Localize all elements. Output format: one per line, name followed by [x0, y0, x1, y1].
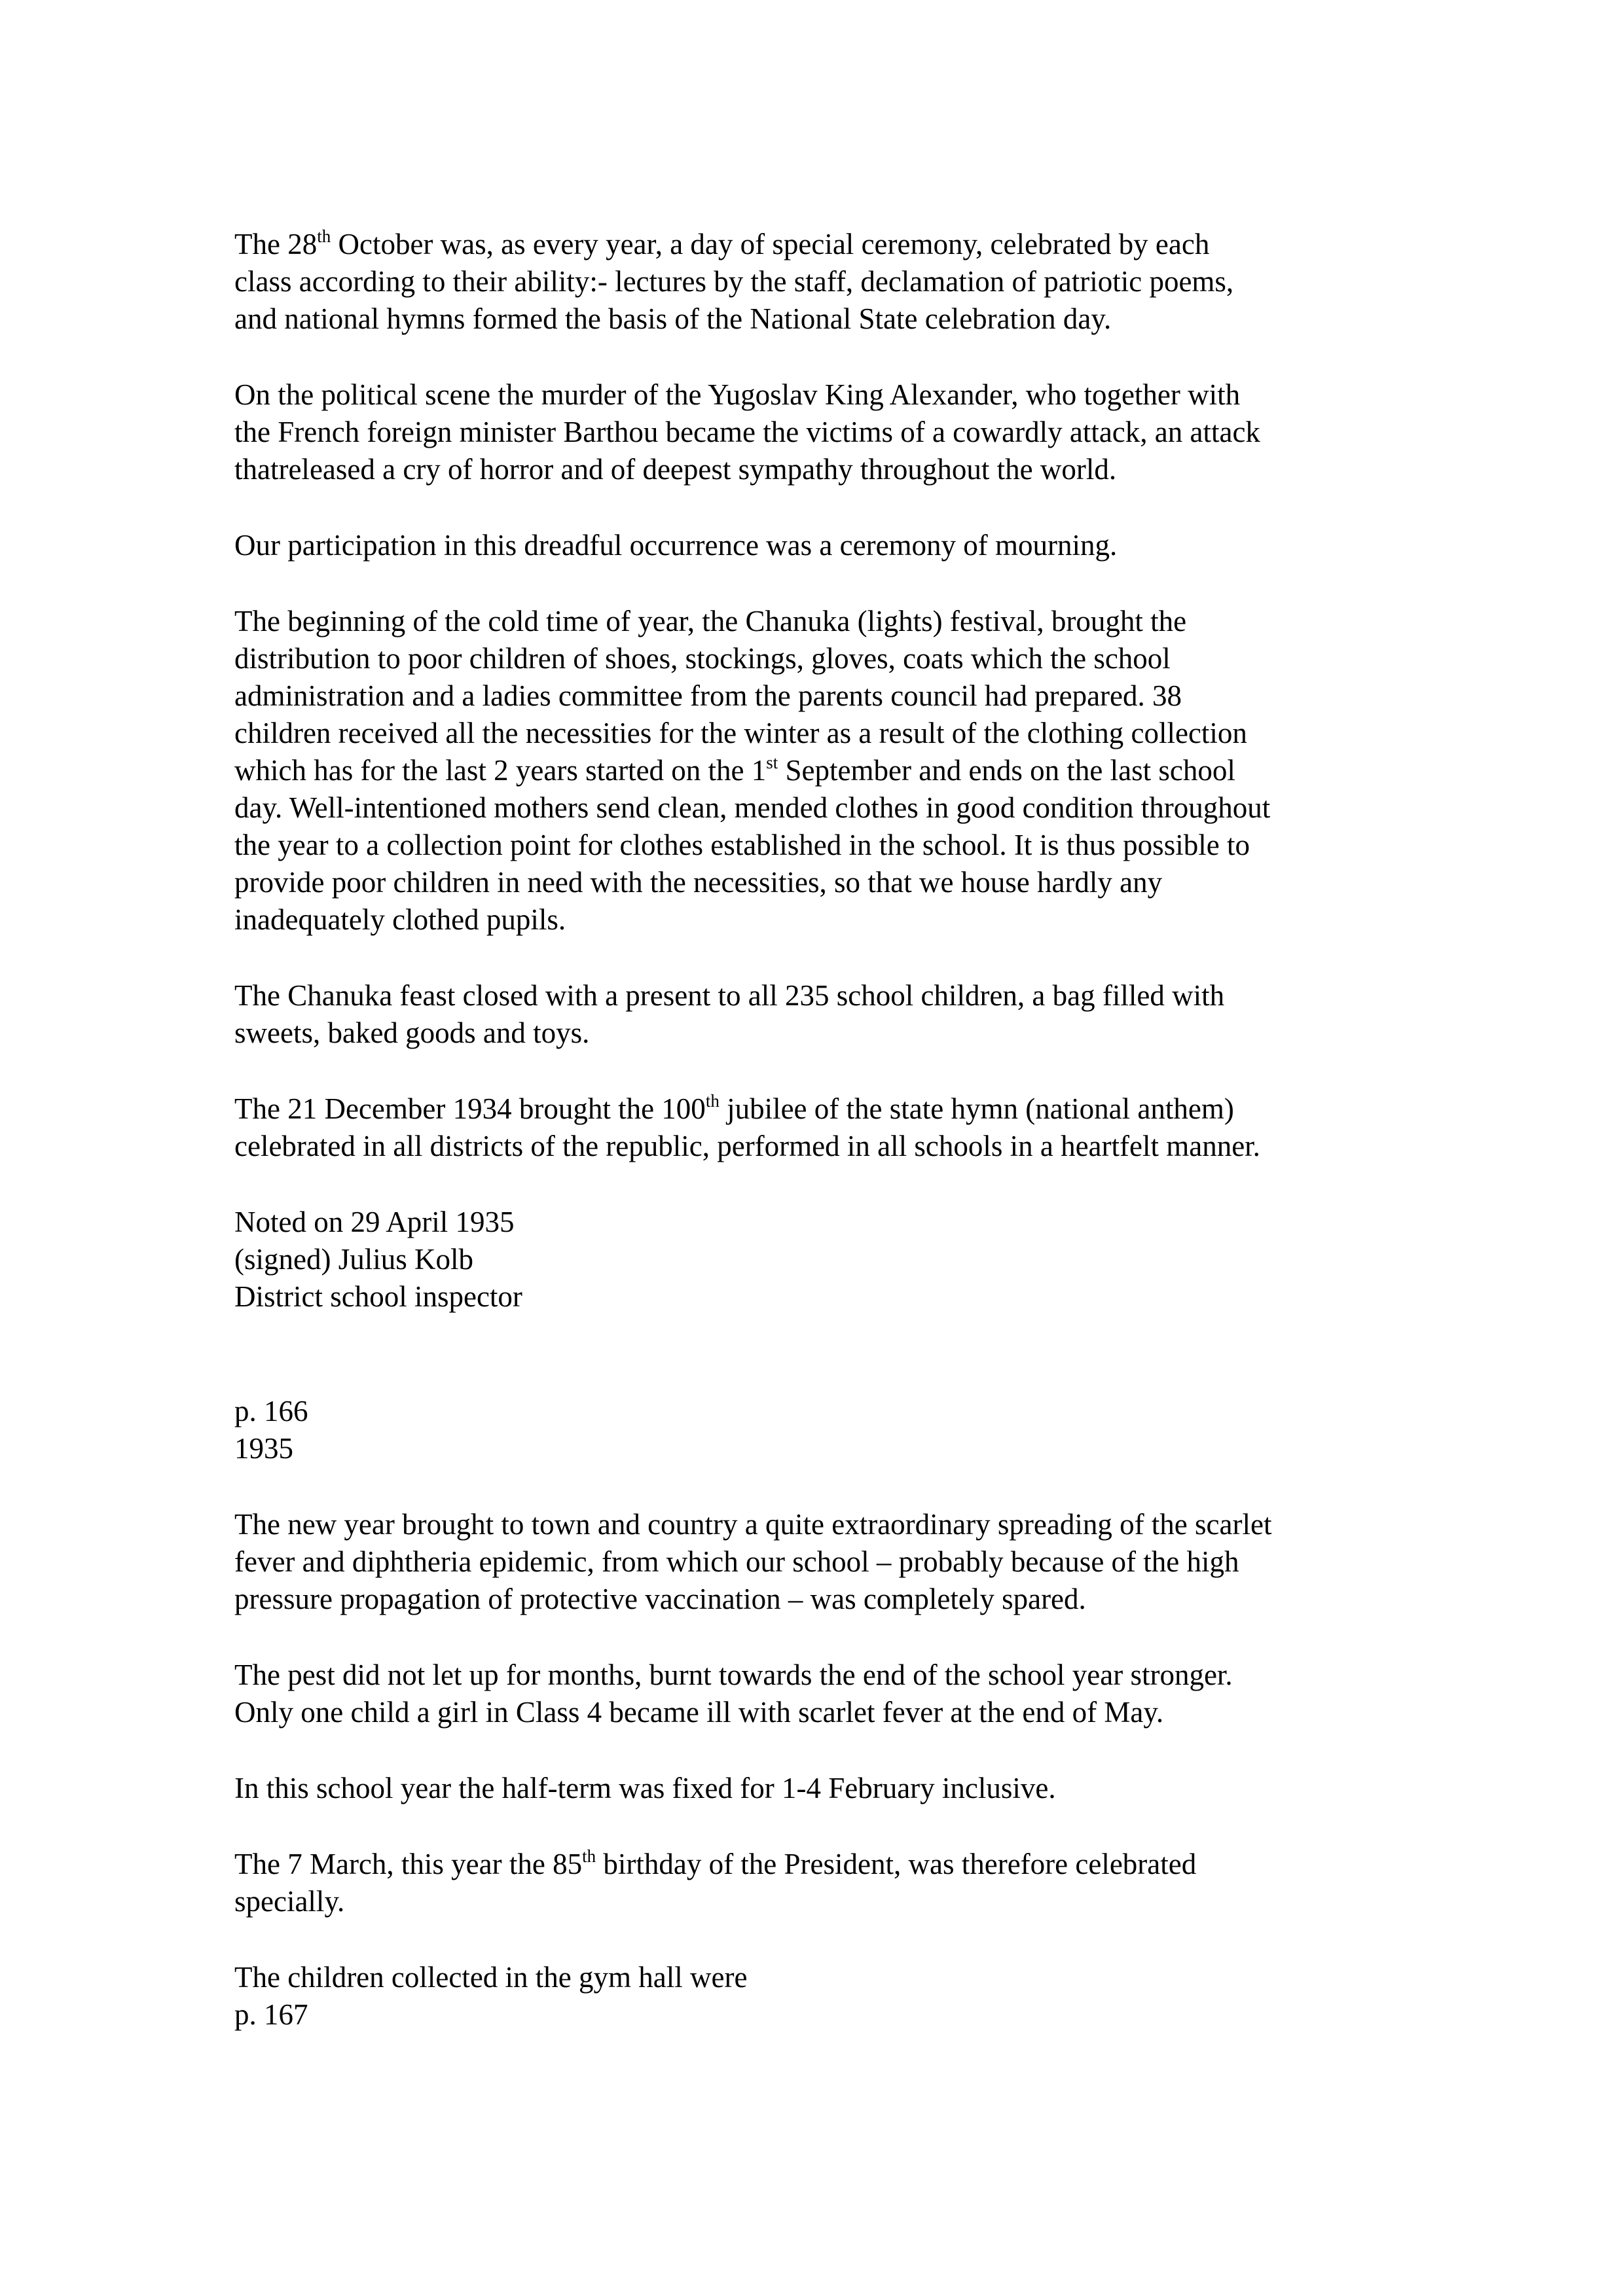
text-line: The children collected in the gym hall were: [234, 1961, 748, 1994]
text-line: celebrated in all districts of the republic, performed in all schools in a heartfelt manner.: [234, 1130, 1260, 1162]
text-fragment: jubilee of the state hymn (national anthem): [719, 1092, 1234, 1125]
text-line: [234, 226, 1413, 263]
page-heading-1935: [234, 1393, 1413, 1467]
paragraph-gym-hall: [234, 1959, 1413, 2034]
text-line: Noted on 29 April 1935: [234, 1206, 515, 1238]
text-line: the French foreign minister Barthou became the victims of a cowardly attack, an attack: [234, 416, 1260, 448]
text-line: District school inspector: [234, 1280, 522, 1313]
year-heading: 1935: [234, 1432, 293, 1465]
page-number: p. 166: [234, 1395, 308, 1427]
text-line: [234, 1090, 1413, 1128]
text-line: The new year brought to town and country a quite extraordinary spreading of the scarlet: [234, 1508, 1272, 1541]
text-fragment: which has for the last 2 years started on the 1: [234, 754, 767, 787]
text-line: [234, 752, 1413, 789]
paragraph-president-birthday: [234, 1846, 1413, 1920]
text-fragment: The 7 March, this year the 85: [234, 1848, 583, 1880]
text-line: The beginning of the cold time of year, the Chanuka (lights) festival, brought the: [234, 605, 1187, 637]
text-fragment: The 21 December 1934 brought the 100: [234, 1092, 706, 1125]
text-line: inadequately clothed pupils.: [234, 903, 566, 936]
superscript: th: [582, 1846, 596, 1866]
text-line: provide poor children in need with the necessities, so that we house hardly any: [234, 866, 1163, 899]
text-line: Only one child a girl in Class 4 became ill with scarlet fever at the end of May.: [234, 1696, 1164, 1729]
page-number: p. 167: [234, 1998, 308, 2031]
text-fragment: September and ends on the last school: [778, 754, 1235, 787]
text-line: class according to their ability:- lectures by the staff, declamation of patriotic poems,: [234, 265, 1234, 298]
spacer: [234, 1316, 1413, 1393]
document-page: [234, 226, 1413, 2034]
text-line: The Chanuka feast closed with a present to all 235 school children, a bag filled with: [234, 979, 1225, 1012]
text-fragment: The 28: [234, 228, 318, 260]
paragraph-state-hymn-jubilee: [234, 1090, 1413, 1165]
superscript: th: [317, 226, 331, 246]
superscript: th: [705, 1091, 720, 1111]
text-line: Our participation in this dreadful occurrence was a ceremony of mourning.: [234, 529, 1118, 562]
text-line: administration and a ladies committee from the parents council had prepared. 38: [234, 679, 1182, 712]
paragraph-chanuka-distribution: [234, 603, 1413, 939]
paragraph-epidemic: [234, 1506, 1413, 1618]
paragraph-half-term: [234, 1770, 1413, 1807]
text-fragment: birthday of the President, was therefore celebrated: [596, 1848, 1197, 1880]
paragraph-mourning: [234, 527, 1413, 564]
text-line: thatreleased a cry of horror and of deepest sympathy throughout the world.: [234, 453, 1117, 486]
text-line: children received all the necessities for the winter as a result of the clothing collection: [234, 717, 1247, 749]
text-line: [234, 1846, 1413, 1883]
text-line: day. Well-intentioned mothers send clean, mended clothes in good condition throughout: [234, 791, 1271, 824]
text-fragment: October was, as every year, a day of special ceremony, celebrated by each: [331, 228, 1210, 260]
text-line: and national hymns formed the basis of the National State celebration day.: [234, 302, 1112, 335]
text-line: specially.: [234, 1885, 345, 1918]
text-line: distribution to poor children of shoes, stockings, gloves, coats which the school: [234, 642, 1171, 675]
text-line: On the political scene the murder of the Yugoslav King Alexander, who together with: [234, 378, 1241, 411]
text-line: the year to a collection point for clothes established in the school. It is thus possible to: [234, 829, 1250, 861]
text-line: In this school year the half-term was fixed for 1-4 February inclusive.: [234, 1772, 1056, 1804]
text-line: sweets, baked goods and toys.: [234, 1016, 590, 1049]
paragraph-political-scene: [234, 376, 1413, 488]
text-line: fever and diphtheria epidemic, from which our school – probably because of the high: [234, 1545, 1239, 1578]
paragraph-chanuka-feast: [234, 977, 1413, 1052]
superscript: st: [766, 753, 778, 772]
signature-block: [234, 1204, 1413, 1316]
text-line: pressure propagation of protective vaccination – was completely spared.: [234, 1583, 1086, 1615]
paragraph-pest: [234, 1657, 1413, 1731]
paragraph-october-ceremony: [234, 226, 1413, 338]
text-line: The pest did not let up for months, burnt towards the end of the school year stronger.: [234, 1659, 1233, 1691]
text-line: (signed) Julius Kolb: [234, 1243, 473, 1276]
